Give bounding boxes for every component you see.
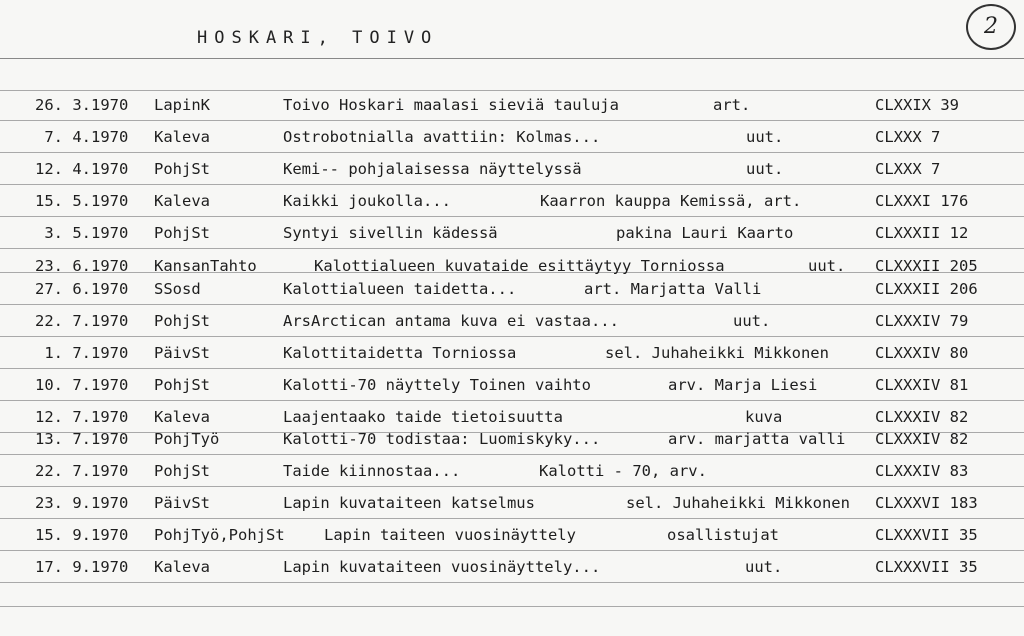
entry-note: arv. Marja Liesi: [668, 376, 818, 394]
entry-row: [0, 188, 1024, 214]
entry-source: LapinK: [154, 96, 210, 114]
entry-date: 27. 6.1970: [35, 280, 129, 298]
entry-row: [0, 276, 1024, 302]
entry-row: [0, 554, 1024, 580]
entry-ref: CLXXXIV 80: [875, 344, 969, 362]
row-rule: [0, 606, 1024, 607]
entry-note: uut.: [808, 257, 846, 275]
entry-source: KansanTahto: [154, 257, 257, 275]
entry-title: Lapin kuvataiteen vuosinäyttely...: [283, 558, 601, 576]
entry-note: pakina Lauri Kaarto: [616, 224, 794, 242]
row-rule: [0, 582, 1024, 583]
entry-source: Kaleva: [154, 408, 210, 426]
entry-ref: CLXXXIV 81: [875, 376, 969, 394]
entry-source: Kaleva: [154, 558, 210, 576]
entry-title: Kalottialueen kuvataide esittäytyy Torniossa: [314, 257, 725, 275]
entry-date: 22. 7.1970: [35, 462, 129, 480]
entry-ref: CLXXX 7: [875, 128, 941, 146]
entry-date: 17. 9.1970: [35, 558, 129, 576]
entry-ref: CLXXXVII 35: [875, 558, 978, 576]
entry-ref: CLXXXIV 82: [875, 408, 969, 426]
entry-source: PäivSt: [154, 344, 210, 362]
entry-source: PohjSt: [154, 462, 210, 480]
entry-note: sel. Juhaheikki Mikkonen: [626, 494, 850, 512]
entry-date: 23. 6.1970: [35, 257, 129, 275]
entry-note: Kalotti - 70, arv.: [539, 462, 707, 480]
row-rule: [0, 454, 1024, 455]
entry-ref: CLXXXVI 183: [875, 494, 978, 512]
row-rule: [0, 518, 1024, 519]
entry-date: 1. 7.1970: [35, 344, 129, 362]
entry-title: Lapin taiteen vuosinäyttely: [324, 526, 576, 544]
entry-row: [0, 426, 1024, 452]
entry-title: Laajentaako taide tietoisuutta: [283, 408, 563, 426]
entry-title: Kalotti-70 näyttely Toinen vaihto: [283, 376, 591, 394]
entry-date: 12. 4.1970: [35, 160, 129, 178]
entry-source: PohjSt: [154, 160, 210, 178]
entry-source: PäivSt: [154, 494, 210, 512]
entry-source: PohjSt: [154, 376, 210, 394]
entry-note: uut.: [746, 160, 784, 178]
entry-title: Lapin kuvataiteen katselmus: [283, 494, 535, 512]
entry-date: 15. 5.1970: [35, 192, 129, 210]
row-rule: [0, 184, 1024, 185]
row-rule: [0, 486, 1024, 487]
entry-row: [0, 340, 1024, 366]
entry-note: uut.: [745, 558, 783, 576]
row-rule: [0, 248, 1024, 249]
row-rule: [0, 550, 1024, 551]
row-rule: [0, 120, 1024, 121]
entry-source: PohjTyö,PohjSt: [154, 526, 285, 544]
entry-ref: CLXXXIV 83: [875, 462, 969, 480]
entry-note: kuva: [745, 408, 783, 426]
entry-row: [0, 490, 1024, 516]
entry-title: Kalotti-70 todistaa: Luomiskyky...: [283, 430, 601, 448]
entry-note: art. Marjatta Valli: [584, 280, 762, 298]
header-rule-2: [0, 90, 1024, 91]
entry-row: [0, 308, 1024, 334]
entry-note: Kaarron kauppa Kemissä, art.: [540, 192, 802, 210]
entry-ref: CLXXX 7: [875, 160, 941, 178]
entry-date: 13. 7.1970: [35, 430, 129, 448]
entry-row: [0, 458, 1024, 484]
entry-row: [0, 124, 1024, 150]
entry-title: Kalottialueen taidetta...: [283, 280, 517, 298]
entry-row: [0, 522, 1024, 548]
entry-note: uut.: [733, 312, 771, 330]
row-rule: [0, 304, 1024, 305]
entry-title: Toivo Hoskari maalasi sieviä tauluja: [283, 96, 619, 114]
entry-title: ArsArctican antama kuva ei vastaa...: [283, 312, 619, 330]
entry-title: Kemi-- pohjalaisessa näyttelyssä: [283, 160, 582, 178]
entry-ref: CLXXIX 39: [875, 96, 959, 114]
entry-date: 26. 3.1970: [35, 96, 129, 114]
entry-title: Kaikki joukolla...: [283, 192, 451, 210]
entry-ref: CLXXXI 176: [875, 192, 969, 210]
entry-date: 15. 9.1970: [35, 526, 129, 544]
page-number: 2: [966, 4, 1016, 50]
row-rule: [0, 400, 1024, 401]
entry-ref: CLXXXIV 82: [875, 430, 969, 448]
entry-ref: CLXXXIV 79: [875, 312, 969, 330]
entry-title: Syntyi sivellin kädessä: [283, 224, 498, 242]
entry-source: Kaleva: [154, 192, 210, 210]
entry-source: PohjSt: [154, 224, 210, 242]
row-rule: [0, 216, 1024, 217]
entry-note: art.: [713, 96, 751, 114]
row-rule: [0, 368, 1024, 369]
entry-ref: CLXXXII 205: [875, 257, 978, 275]
header-rule: [0, 58, 1024, 59]
entry-source: SSosd: [154, 280, 201, 298]
row-rule: [0, 336, 1024, 337]
entry-row: [0, 372, 1024, 398]
entry-date: 10. 7.1970: [35, 376, 129, 394]
entry-row: [0, 220, 1024, 246]
entry-title: Kalottitaidetta Torniossa: [283, 344, 517, 362]
card-heading: HOSKARI, TOIVO: [197, 28, 439, 48]
entry-ref: CLXXXVII 35: [875, 526, 978, 544]
entry-source: PohjTyö: [154, 430, 220, 448]
entry-source: Kaleva: [154, 128, 210, 146]
entry-date: 7. 4.1970: [35, 128, 129, 146]
entry-note: arv. marjatta valli: [668, 430, 846, 448]
entry-date: 3. 5.1970: [35, 224, 129, 242]
entry-date: 23. 9.1970: [35, 494, 129, 512]
entry-source: PohjSt: [154, 312, 210, 330]
entry-ref: CLXXXII 12: [875, 224, 969, 242]
entry-row: [0, 92, 1024, 118]
entry-title: Taide kiinnostaa...: [283, 462, 461, 480]
entry-note: uut.: [746, 128, 784, 146]
entry-row: [0, 156, 1024, 182]
entry-date: 22. 7.1970: [35, 312, 129, 330]
entry-title: Ostrobotnialla avattiin: Kolmas...: [283, 128, 601, 146]
entry-date: 12. 7.1970: [35, 408, 129, 426]
entry-note: sel. Juhaheikki Mikkonen: [605, 344, 829, 362]
row-rule: [0, 152, 1024, 153]
entry-ref: CLXXXII 206: [875, 280, 978, 298]
entry-note: osallistujat: [667, 526, 779, 544]
